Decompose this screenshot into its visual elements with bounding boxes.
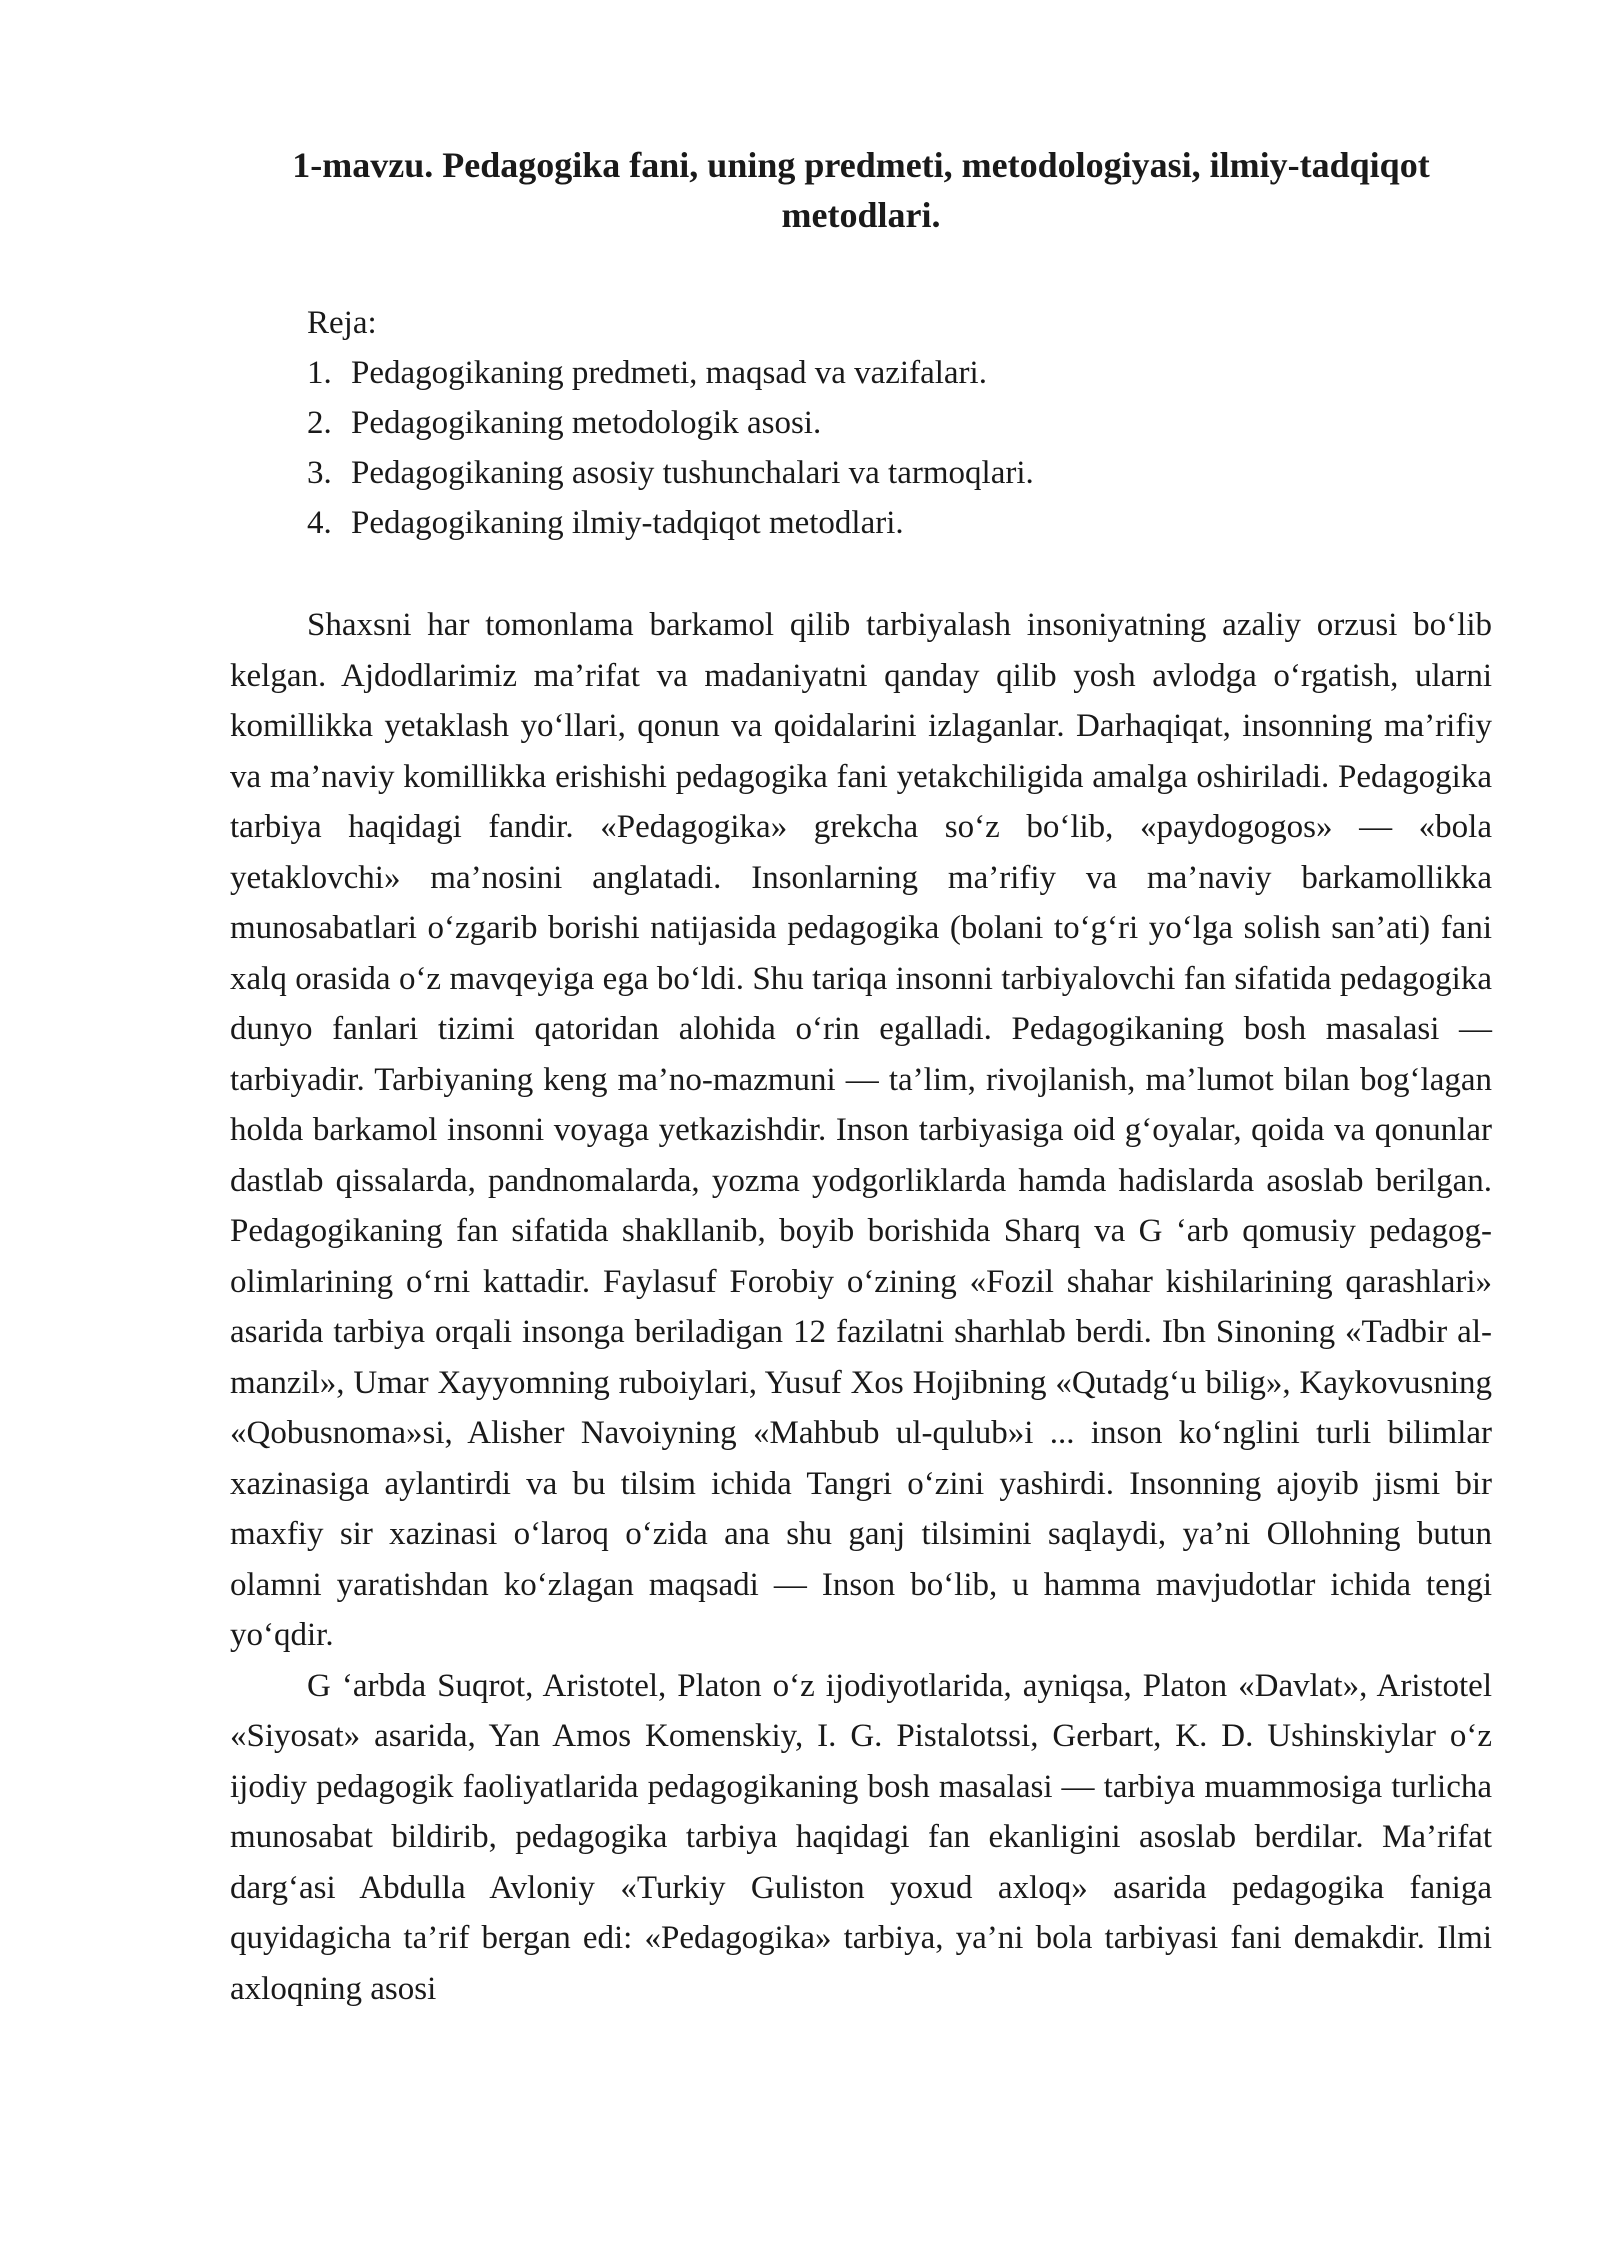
lesson-plan	[307, 298, 1492, 548]
plan-item-text: Pedagogikaning asosiy tushunchalari va tarmoqlari.	[351, 455, 1034, 491]
body-paragraph: G ‘arbda Suqrot, Aristotel, Platon o‘z ijodiyotlarida, ayniqsa, Platon «Davlat», Aristotel «Siyosat» asarida, Yan Amos Komenskiy, I. G. Pistalotssi, Gerbart, K. D. Ushinskiylar o‘z ijodiy pedagogik faoliyatlarida pedagogikaning bosh masalasi — tarbiya muammosiga turlicha munosabat bildirib, pedagogika tarbiya haqidagi fan ekanligini asoslab berdilar. Ma’rifat darg‘asi Abdulla Avloniy «Turkiy Guliston yoxud axloq» asarida pedagogika faniga quyidagicha ta’rif bergan edi: «Pedagogika» tarbiya, ya’ni bola tarbiyasi fani demakdir. Ilmi axloqning asosi	[230, 1667, 1492, 2007]
plan-heading: Reja:	[307, 305, 377, 341]
plan-item	[307, 398, 1492, 448]
plan-item-number: 4.	[307, 505, 332, 541]
plan-list	[307, 348, 1492, 548]
plan-item-number: 2.	[307, 405, 332, 441]
plan-item-number: 1.	[307, 355, 332, 391]
plan-item	[307, 348, 1492, 398]
body-paragraph: Shaxsni har tomonlama barkamol qilib tarbiyalash insoniyatning azaliy orzusi bo‘lib kelgan. Ajdodlarimiz ma’rifat va madaniyatni qanday qilib yosh avlodga o‘rgatish, ularni komillikka yetaklash yo‘llari, qonun va qoidalarini izlaganlar. Darhaqiqat, insonning ma’rifiy va ma’naviy komillikka erishishi pedagogika fani yetakchiligida amalga oshiriladi. Pedagogika tarbiya haqidagi fandir. «Pedagogika» grekcha so‘z bo‘lib, «paydogogos» — «bola yetaklovchi» ma’nosini anglatadi. Insonlarning ma’rifiy va ma’naviy barkamollikka munosabatlari o‘zgarib borishi natijasida pedagogika (bolani to‘g‘ri yo‘lga solish san’ati) fani xalq orasida o‘z mavqeyiga ega bo‘ldi. Shu tariqa insonni tarbiyalovchi fan sifatida pedagogika dunyo fanlari tizimi qatoridan alohida o‘rin egalladi. Pedagogikaning bosh masalasi — tarbiyadir. Tarbiyaning keng ma’no-mazmuni — ta’lim, rivojlanish, ma’lumot bilan bog‘lagan holda barkamol insonni voyaga yetkazishdir. Inson tarbiyasiga oid g‘oyalar, qoida va qonunlar dastlab qissalarda, pandnomalarda, yozma yodgorliklarda hamda hadislarda asoslab berilgan. Pedagogikaning fan sifatida shakllanib, boyib borishida Sharq va G ‘arb qomusiy pedagog-olimlarining o‘rni kattadir. Faylasuf Forobiy o‘zining «Fozil shahar kishilarining qarashlari» asarida tarbiya orqali insonga beriladigan 12 fazilatni sharhlab berdi. Ibn Sinoning «Tadbir al-manzil», Umar Xayyomning ruboiylari, Yusuf Xos Hojibning «Qutadg‘u bilig», Kaykovusning «Qobusnoma»si, Alisher Navoiyning «Mahbub ul-qulub»i ... inson ko‘nglini turli bilimlar xazinasiga aylantirdi va bu tilsim ichida Tangri o‘zini yashirdi. Insonning ajoyib jismi bir maxfiy sir xazinasi o‘laroq o‘zida ana shu ganj tilsimini saqlaydi, ya’ni Ollohning butun olamni yaratishdan ko‘zlagan maqsadi — Inson bo‘lib, u hamma mavjudotlar ichida tengi yo‘qdir.	[230, 607, 1492, 1653]
plan-item-number: 3.	[307, 455, 332, 491]
plan-item	[307, 448, 1492, 498]
document-page	[230, 140, 1492, 2014]
plan-item-text: Pedagogikaning predmeti, maqsad va vazifalari.	[351, 355, 987, 391]
document-title: 1-mavzu. Pedagogika fani, uning predmeti, metodologiyasi, ilmiy-tadqiqot metodlari.	[292, 145, 1430, 235]
plan-item	[307, 498, 1492, 548]
plan-item-text: Pedagogikaning metodologik asosi.	[351, 405, 822, 441]
plan-item-text: Pedagogikaning ilmiy-tadqiqot metodlari.	[351, 505, 904, 541]
